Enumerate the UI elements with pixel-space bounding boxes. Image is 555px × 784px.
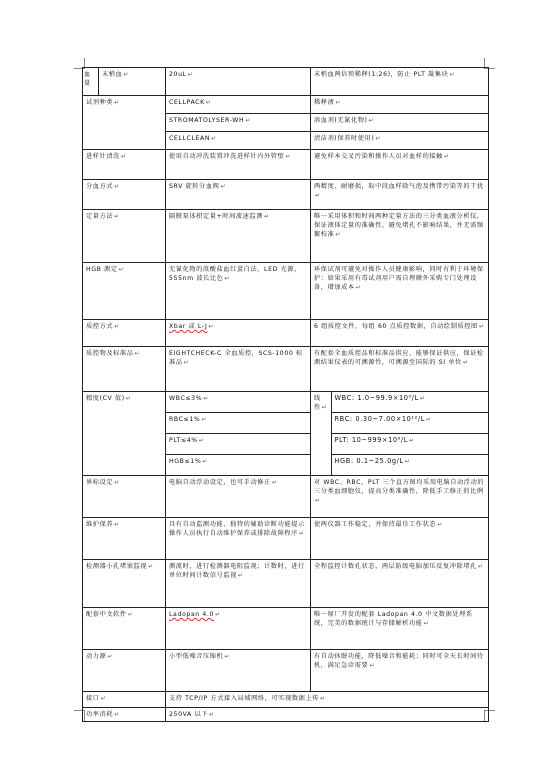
row-note: 两精度、耐磨损，取中段血样除气泡及携带污染等的干扰↵ — [311, 180, 489, 210]
row-note: 有配套全血质控品和标准品供应，能够保证供应，保证检测结果仪表的可溯源性，可溯源至国际的 SI 单位↵ — [311, 347, 489, 392]
reagent-name: STROMATOLYSER-WH↵ — [166, 114, 311, 132]
row-value: 小型低噪音压缩机↵ — [166, 650, 311, 692]
table-row — [83, 180, 489, 210]
row-label: 检测器小孔堵塞监视↵ — [83, 560, 166, 608]
table-row — [83, 560, 489, 608]
table-row — [83, 650, 489, 692]
row-value: 电脑自动浮动设定，也可手动修正↵ — [166, 476, 311, 518]
row-label: 接口↵ — [83, 692, 166, 708]
precision-item: WBC≤3%↵ — [166, 392, 311, 413]
row-label: 试剂种类↵ — [83, 96, 166, 150]
row-label: 进样针清洗↵ — [83, 150, 166, 180]
row-value: 具有自动监测功能，独特的辅助诊断功能提示操作人员执行自动维护保养或排除故障程序↵ — [166, 518, 311, 560]
row-note: 末梢血两倍预稀释(1:26)，防止 PLT 凝集块↵ — [311, 68, 489, 96]
row-note: 有自动休眠功能，降低噪音和能耗；同时可全天长时间待机，满足急诊需要↵ — [311, 650, 489, 692]
row-label: 动力源↵ — [83, 650, 166, 692]
table-row — [83, 263, 489, 320]
row-label: 血 量 — [83, 68, 99, 96]
row-note: 使两仪器工作稳定，并保持最佳工作状态↵ — [311, 518, 489, 560]
reagent-desc: 溶血剂(无氰化物)↵ — [311, 114, 489, 132]
row-label: 精度(CV 值)↵ — [83, 392, 166, 476]
row-label: HGB 测定↵ — [83, 263, 166, 320]
row-value: 无氰化物的溴酸盐血红蛋白法，LED 光源，555nm 波长比色↵ — [166, 263, 311, 320]
table-row — [83, 708, 489, 722]
row-label: 界标设定↵ — [83, 476, 166, 518]
row-note: 环保试剂可避免对操作人员健康影响，同时有利于环境保护；如果采用有毒试剂用户需自理额外采购专门处理设备，增加成本↵ — [311, 263, 489, 320]
table-row — [83, 392, 489, 413]
row-note: 全程监控计数孔状态，两层防级电脑加压反复冲除堵孔↵ — [311, 560, 489, 608]
row-value: 20uL↵ — [166, 68, 311, 96]
table-row — [83, 518, 489, 560]
table-row — [83, 68, 489, 96]
table-row — [83, 96, 489, 114]
reagent-desc: 清洁剂(保养时使用)↵ — [311, 132, 489, 150]
row-value: 支持 TCP/IP 方式接入局域网络，可实现数据上传↵ — [166, 692, 489, 708]
row-value: 测流时，进行检测器电阻监视；计数时，进行单位时间计数信号监视↵ — [166, 560, 311, 608]
precision-item: HGB≤1%↵ — [166, 455, 311, 476]
row-label: 功率消耗↵ — [83, 708, 166, 722]
row-label: 分血方式↵ — [83, 180, 166, 210]
precision-item: RBC≤1%↵ — [166, 413, 311, 434]
linearity-table — [311, 392, 488, 475]
reagent-name: CELLCLEAN↵ — [166, 132, 311, 150]
row-label: 质控物及标准品↵ — [83, 347, 166, 392]
table-row — [83, 150, 489, 180]
table-row — [83, 210, 489, 263]
linearity-item: HGB: 0.1~25.0g/L↵ — [334, 457, 411, 465]
table-row — [83, 692, 489, 708]
specification-table — [82, 67, 489, 722]
row-note: 对 WBC、RBC、PLT 三个直方图均采用电脑自动浮动的三分类血细胞仪，提高分类准确性，降低手工修正的比例↵ — [311, 476, 489, 518]
row-label: 质控方式↵ — [83, 320, 166, 347]
row-label: 维护保养↵ — [83, 518, 166, 560]
reagent-name: CELLPACK↵ — [166, 96, 311, 114]
row-value: 隔膜泵体积定量+时间流速监测↵ — [166, 210, 311, 263]
row-sublabel: 末梢血↵ — [99, 68, 166, 96]
reagent-desc: 稀释液↵ — [311, 96, 489, 114]
table-row — [83, 320, 489, 347]
row-value: SRV 旋转分血阀↵ — [166, 180, 311, 210]
row-label: 配套中文软件↵ — [83, 608, 166, 650]
row-note: 6 组质控文件，每组 60 点质控数据，自动绘制质控图↵ — [311, 320, 489, 347]
row-note: 唯一采用体积和时间两种定量方法的三分类血液分析仪，保证液体定量的准确性，避免堵孔不影响结果，并无需频繁校准↵ — [311, 210, 489, 263]
table-row — [83, 347, 489, 392]
row-label: 定量方法↵ — [83, 210, 166, 263]
linearity-item: RBC: 0.30~7.00×10¹²/L↵ — [331, 413, 488, 434]
row-value: 使用自动冲洗装置冲洗进样针内外管壁↵ — [166, 150, 311, 180]
row-value: Ladopan 4.0↵ — [166, 608, 311, 650]
table-row — [83, 476, 489, 518]
row-value: EIGHTCHECK-C 全血质控，SCS-1000 标准品↵ — [166, 347, 311, 392]
precision-item: PLT≤4%↵ — [166, 434, 311, 455]
row-note: 唯一原厂开发的配套 Ladopan 4.0 中文数据处理系统，完美的数据统计与存储解析功能↵ — [311, 608, 489, 650]
linearity-item: WBC: 1.0~99.9×10⁹/L↵ — [331, 392, 488, 413]
row-value: Xbar 或 L-J↵ — [166, 320, 311, 347]
table-row — [83, 608, 489, 650]
linearity-label: 线性↵ — [311, 392, 331, 475]
linearity-item: PLT: 10~999×10⁹/L↵ — [331, 434, 488, 455]
row-value: 250VA 以下↵ — [166, 708, 489, 722]
row-note: 避免样本交叉污染和操作人员对血样的接触↵ — [311, 150, 489, 180]
linearity-cell — [311, 392, 489, 476]
